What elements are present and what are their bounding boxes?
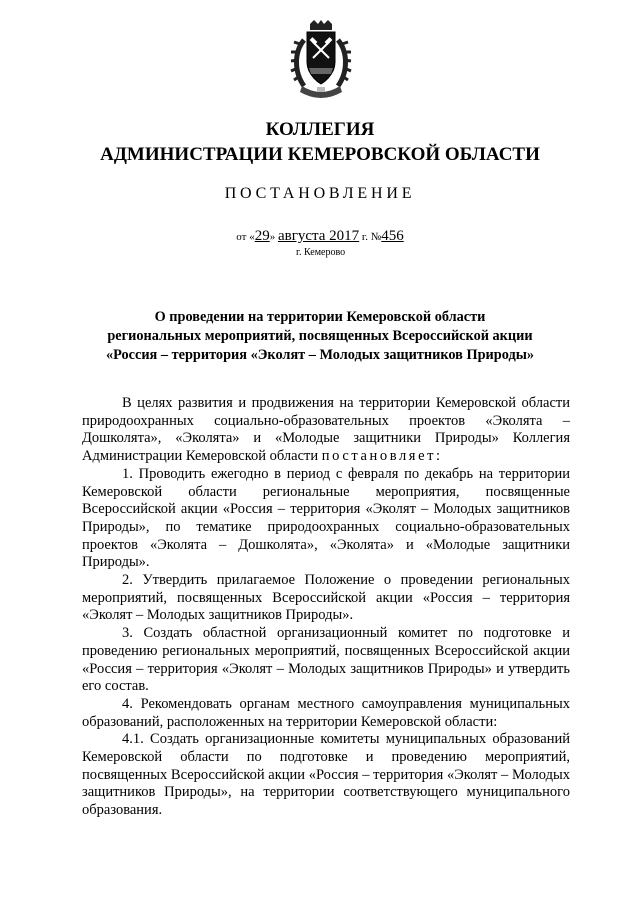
- date-month-year: августа 2017: [277, 228, 360, 244]
- date-day: 29: [254, 228, 270, 244]
- date-year-suffix: г.: [361, 231, 368, 243]
- number-label: №: [370, 231, 382, 243]
- title-line2: региональных мероприятий, посвященных Всероссийской акции: [107, 328, 533, 344]
- item-2: 2. Утвердить прилагаемое Положение о проведении региональных мероприятий, посвященных Всероссийской акции «Россия – территория «Эколят – Молодых защитников Природы».: [82, 572, 570, 624]
- date-number-line: [0, 228, 640, 245]
- document-number: 456: [381, 228, 404, 244]
- title-line1: О проведении на территории Кемеровской области: [154, 309, 486, 325]
- coat-of-arms-emblem: [290, 20, 352, 102]
- title-line3: «Россия – территория «Эколят – Молодых защитников Природы»: [105, 347, 535, 363]
- document-type: ПОСТАНОВЛЕНИЕ: [224, 185, 416, 202]
- intro-text: В целях развития и продвижения на территории Кемеровской области природоохранных социально-образовательных проектов «Эколята – Дошколята», «Эколята» и «Молодые защитники Природы» Коллегия Администрации Кемеровской области: [82, 395, 570, 465]
- document-title: [0, 308, 640, 365]
- intro-paragraph: [82, 395, 570, 466]
- org-name-line1: КОЛЛЕГИЯ: [265, 119, 375, 140]
- item-3: 3. Создать областной организационный комитет по подготовке и проведению региональных мероприятий, посвященных Всероссийской акции «Россия – территория «Эколят – Молодых защитников Природы» и утвердить его состав.: [82, 625, 570, 695]
- item-4-1: 4.1. Создать организационные комитеты муниципальных образований Кемеровской области по подготовке и проведению мероприятий, посвященных Всероссийской акции «Россия – территория «Эколят – Молодых защитников Природы», на территории соответствующего муниципального образования.: [82, 731, 570, 819]
- date-prefix: от «: [236, 231, 255, 243]
- postanovlyaet-word: постановляет:: [321, 448, 443, 465]
- org-name-line2: АДМИНИСТРАЦИИ КЕМЕРОВСКОЙ ОБЛАСТИ: [100, 144, 540, 165]
- document-body: [82, 395, 570, 820]
- city: г. Кемерово: [296, 247, 346, 258]
- date-day-suffix: »: [269, 231, 276, 243]
- item-4: 4. Рекомендовать органам местного самоуправления муниципальных образований, расположенных на территории Кемеровской области:: [82, 695, 570, 730]
- item-1: 1. Проводить ежегодно в период с февраля по декабрь на территории Кемеровской области региональные мероприятия, посвященные Всероссийской акции «Россия – территория «Эколят – Молодых защитников Природы», по тематике природоохранных социально-образовательных проектов «Эколята – Дошколята», «Эколята» и «Молодые защитники Природы».: [82, 465, 570, 571]
